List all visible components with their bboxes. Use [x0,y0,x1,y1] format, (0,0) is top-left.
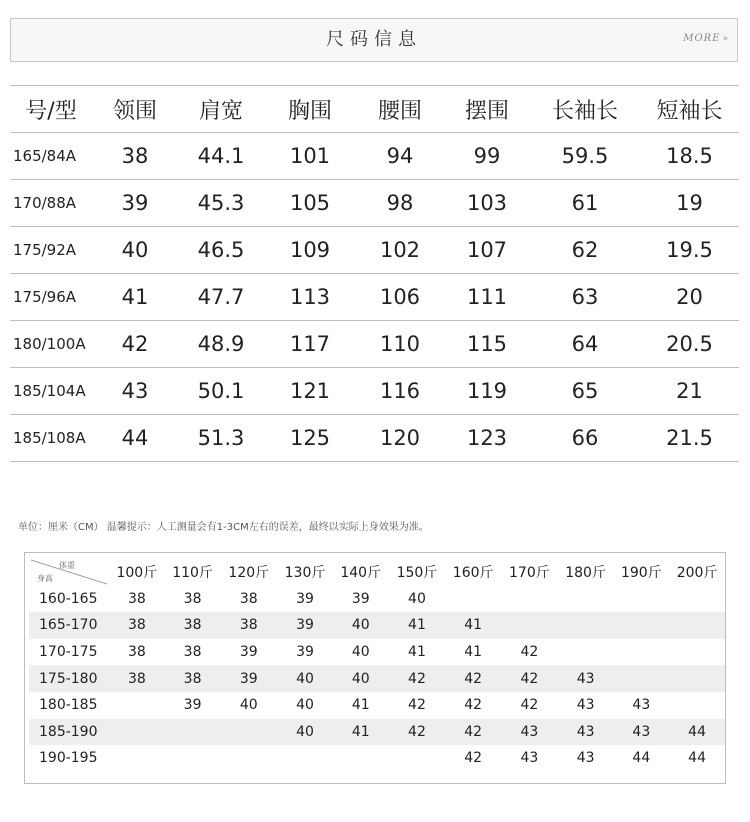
collar-size-cell: 43 [576,750,595,767]
collar-size-cell: 38 [220,612,277,639]
cell-shoulder: 46.5 [178,227,264,274]
cell-chest: 105 [264,180,356,227]
collar-size-cell: 43 [576,697,595,714]
collar-size-cell [277,745,333,772]
cell-shoulder: 48.9 [178,321,264,368]
cell-collar: 40 [92,227,178,274]
header-long-sleeve: 长袖长 [530,86,640,133]
height-row [29,719,725,746]
collar-size-cell: 40 [408,590,426,607]
collar-size-cell [613,665,669,692]
collar-size-cell [501,586,558,613]
collar-size-cell: 41 [351,697,370,714]
cell-short-sleeve: 20.5 [640,321,739,368]
height-range-label: 175-180 [29,665,109,692]
size-row [10,227,739,274]
collar-size-cell: 41 [464,644,483,661]
height-range-label: 170-175 [39,644,98,661]
weight-height-chart [24,552,726,784]
collar-size-cell: 39 [239,644,258,661]
collar-size-cell: 42 [445,665,501,692]
collar-size-cell: 41 [333,719,389,746]
cell-shoulder: 45.3 [178,180,264,227]
banner-title: 尺码信息 [326,29,422,50]
weight-header-row [29,559,725,586]
collar-size-cell: 38 [183,644,202,661]
header-waist: 腰围 [356,86,444,133]
collar-size-cell: 40 [239,697,258,714]
size-row [10,133,739,180]
collar-size-cell: 42 [464,697,483,714]
size-row [10,321,739,368]
collar-size-cell: 44 [669,719,725,746]
cell-waist: 110 [356,321,444,368]
weight-column-header: 140斤 [340,565,382,582]
cell-waist: 120 [356,415,444,462]
cell-hem: 115 [444,321,530,368]
height-row [29,665,725,692]
collar-size-cell: 41 [445,612,501,639]
cell-hem: 103 [444,180,530,227]
collar-size-cell: 39 [220,665,277,692]
cell-hem: 107 [444,227,530,274]
cell-size: 170/88A [10,180,92,227]
cell-waist: 106 [356,274,444,321]
height-row [29,586,725,613]
header-shoulder: 肩宽 [178,86,264,133]
cell-chest: 113 [264,274,356,321]
collar-size-cell: 44 [632,750,651,767]
height-row [29,612,725,639]
cell-shoulder: 44.1 [178,133,264,180]
collar-size-cell: 41 [408,644,426,661]
size-row [10,368,739,415]
cell-long-sleeve: 63 [530,274,640,321]
collar-size-cell: 40 [277,719,333,746]
collar-size-cell: 40 [296,697,314,714]
cell-chest: 117 [264,321,356,368]
cell-long-sleeve: 59.5 [530,133,640,180]
collar-size-cell [109,692,165,719]
cell-chest: 125 [264,415,356,462]
weight-height-body [29,586,725,772]
cell-chest: 121 [264,368,356,415]
more-label: MORE [683,33,721,44]
height-range-label: 160-165 [39,590,98,607]
collar-size-cell [613,612,669,639]
cell-collar: 38 [92,133,178,180]
collar-size-cell: 42 [445,719,501,746]
cell-long-sleeve: 64 [530,321,640,368]
cell-size: 165/84A [10,133,92,180]
cell-short-sleeve: 19 [640,180,739,227]
height-row [29,639,725,666]
weight-column-header: 160斤 [452,565,494,582]
cell-size: 185/104A [10,368,92,415]
collar-size-cell: 42 [520,644,539,661]
height-row [29,692,725,719]
cell-short-sleeve: 19.5 [640,227,739,274]
weight-column-header: 150斤 [396,565,438,582]
header-chest: 胸围 [264,86,356,133]
collar-size-cell: 42 [389,665,446,692]
cell-waist: 102 [356,227,444,274]
collar-size-cell: 43 [632,697,651,714]
weight-column-header: 190斤 [620,565,662,582]
collar-size-cell: 39 [351,590,370,607]
collar-size-cell: 43 [501,719,558,746]
collar-size-cell: 39 [296,644,314,661]
collar-size-cell [165,745,221,772]
collar-size-cell [389,745,446,772]
collar-size-cell: 43 [520,750,539,767]
height-range-label: 180-185 [39,697,98,714]
collar-size-cell: 42 [520,697,539,714]
header-collar: 领围 [92,86,178,133]
cell-size: 185/108A [10,415,92,462]
collar-size-cell [333,745,389,772]
collar-size-cell: 38 [127,644,146,661]
cell-hem: 111 [444,274,530,321]
cell-shoulder: 50.1 [178,368,264,415]
cell-collar: 42 [92,321,178,368]
collar-size-cell [220,745,277,772]
cell-shoulder: 47.7 [178,274,264,321]
collar-size-cell: 42 [389,719,446,746]
corner-cell [29,559,109,586]
cell-short-sleeve: 20 [640,274,739,321]
collar-size-cell [613,639,669,666]
collar-size-cell [445,586,501,613]
weight-column-header: 100斤 [116,565,158,582]
weight-column-header: 200斤 [676,565,718,582]
collar-size-cell: 42 [464,750,483,767]
collar-size-cell: 40 [333,612,389,639]
height-range-label: 165-170 [29,612,109,639]
collar-size-cell [669,639,725,666]
collar-size-cell: 43 [558,719,614,746]
collar-size-cell: 38 [183,590,202,607]
cell-long-sleeve: 62 [530,227,640,274]
collar-size-cell [501,612,558,639]
collar-size-cell [558,639,614,666]
weight-column-header: 170斤 [509,565,550,582]
collar-size-cell [669,586,725,613]
size-row [10,180,739,227]
cell-collar: 39 [92,180,178,227]
collar-size-cell: 39 [277,612,333,639]
collar-size-cell: 40 [351,644,370,661]
collar-size-cell: 39 [183,697,202,714]
weight-column-header: 180斤 [565,565,606,582]
collar-size-cell: 38 [165,665,221,692]
double-chevron-down-icon: » [722,34,729,44]
cell-chest: 109 [264,227,356,274]
cell-waist: 116 [356,368,444,415]
size-row [10,415,739,462]
collar-size-cell: 38 [239,590,258,607]
collar-size-cell: 43 [613,719,669,746]
collar-size-cell: 38 [165,612,221,639]
cell-chest: 101 [264,133,356,180]
collar-size-cell: 40 [333,665,389,692]
collar-size-cell [220,719,277,746]
collar-size-cell [109,719,165,746]
collar-size-cell [558,612,614,639]
weight-height-table [29,559,725,772]
cell-long-sleeve: 66 [530,415,640,462]
collar-size-cell: 40 [277,665,333,692]
size-table-header [10,86,739,133]
cell-size: 180/100A [10,321,92,368]
collar-size-cell [669,692,725,719]
cell-size: 175/96A [10,274,92,321]
collar-size-cell: 43 [558,665,614,692]
more-link[interactable] [683,33,729,44]
cell-size: 175/92A [10,227,92,274]
cell-waist: 94 [356,133,444,180]
collar-size-cell: 38 [109,612,165,639]
cell-hem: 99 [444,133,530,180]
collar-size-cell: 42 [408,697,426,714]
collar-size-cell [613,586,669,613]
header-hem: 摆围 [444,86,530,133]
cell-short-sleeve: 21.5 [640,415,739,462]
collar-size-cell: 41 [389,612,446,639]
height-range-label: 185-190 [29,719,109,746]
cell-hem: 123 [444,415,530,462]
cell-short-sleeve: 21 [640,368,739,415]
weight-column-header: 130斤 [284,565,326,582]
header-size: 号/型 [10,86,92,133]
size-table-body [10,133,739,462]
height-range-label: 190-195 [39,750,98,767]
weight-column-header: 120斤 [228,565,270,582]
size-table [10,85,739,462]
weight-column-header: 110斤 [172,565,213,582]
cell-long-sleeve: 61 [530,180,640,227]
collar-size-cell: 38 [109,665,165,692]
collar-size-cell [669,612,725,639]
size-info-banner [10,18,738,62]
cell-collar: 41 [92,274,178,321]
collar-size-cell: 39 [296,590,314,607]
collar-size-cell [165,719,221,746]
header-short-sleeve: 短袖长 [640,86,739,133]
collar-size-cell [109,745,165,772]
collar-size-cell [669,665,725,692]
size-row [10,274,739,321]
cell-short-sleeve: 18.5 [640,133,739,180]
height-row [29,745,725,772]
collar-size-cell [558,586,614,613]
cell-collar: 43 [92,368,178,415]
collar-size-cell: 42 [501,665,558,692]
collar-size-cell: 38 [127,590,146,607]
cell-collar: 44 [92,415,178,462]
measurement-note: 单位：厘米（CM） 温馨提示：人工测量会有1-3CM左右的误差，最终以实际上身效果为准。 [18,522,429,533]
collar-size-cell: 44 [688,750,706,767]
cell-waist: 98 [356,180,444,227]
cell-shoulder: 51.3 [178,415,264,462]
corner-height-label: 身高 [37,574,53,584]
corner-weight-label: 体重 [59,561,75,571]
cell-long-sleeve: 65 [530,368,640,415]
cell-hem: 119 [444,368,530,415]
